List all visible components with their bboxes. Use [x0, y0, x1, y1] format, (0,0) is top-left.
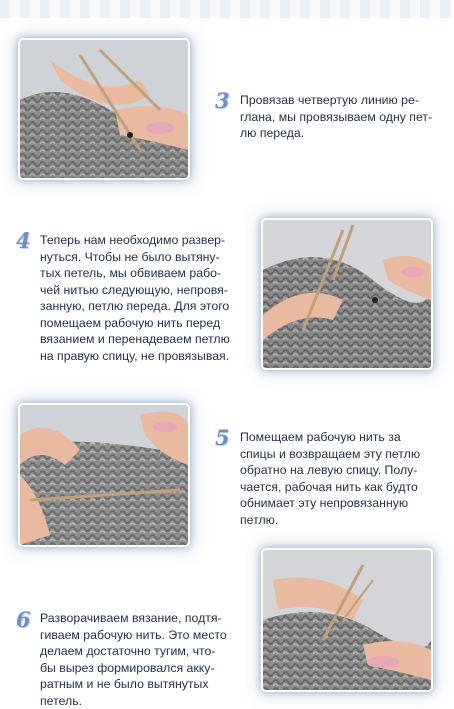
step-5-line: обнимает эту непровязанную: [240, 495, 440, 512]
step-4-line: Теперь нам необходимо развер-: [40, 232, 245, 249]
step-4-line: нуться. Чтобы не было вытяну-: [40, 249, 245, 266]
step-5-line: Помещаем рабочую нить за: [240, 429, 440, 446]
step-3-text: [240, 92, 440, 142]
step-5-number: 5: [215, 427, 230, 448]
step-5-line: спицы и возвращаем эту петлю: [240, 446, 440, 463]
step-4-number: 4: [16, 230, 31, 251]
step-6-photo: [263, 550, 431, 690]
step-6-line: гиваем рабочую нить. Это место: [40, 627, 250, 644]
step-6-line: петель.: [40, 693, 250, 709]
step-3-photo: [20, 40, 188, 178]
step-6-text: [40, 610, 250, 709]
step-6-line: бы вырез формировался акку-: [40, 660, 250, 677]
step-4-line: занную, петлю переда. Для этого: [40, 298, 245, 315]
step-6-line: Разворачиваем вязание, подтя-: [40, 610, 250, 627]
step-6-number: 6: [16, 609, 31, 630]
step-4-line: вязанием и перенадеваем петлю: [40, 331, 245, 348]
step-4-line: чей нитью следующую, непровя-: [40, 282, 245, 299]
step-5-line: петлю.: [240, 512, 440, 529]
step-4-text: [40, 232, 245, 364]
step-4-line: помещаем рабочую нить перед: [40, 315, 245, 332]
step-3-line: лю переда.: [240, 125, 440, 142]
step-5-photo: [20, 405, 188, 545]
step-4-line: тых петель, мы обвиваем рабо-: [40, 265, 245, 282]
step-6-line: ратным и не было вытянутых: [40, 676, 250, 693]
step-5-text: [240, 429, 440, 528]
step-5-line: обратно на левую спицу. Полу-: [240, 462, 440, 479]
step-4-line: на правую спицу, не провязывая.: [40, 348, 245, 365]
top-decorative-border: [0, 0, 454, 18]
step-3-number: 3: [215, 90, 230, 111]
step-5-line: чается, рабочая нить как будто: [240, 479, 440, 496]
step-4-photo: [263, 220, 431, 368]
step-3-line: глана, мы провязываем одну пет-: [240, 109, 440, 126]
step-6-line: делаем достаточно тугим, что-: [40, 643, 250, 660]
step-3-line: Провязав четвертую линию ре-: [240, 92, 440, 109]
